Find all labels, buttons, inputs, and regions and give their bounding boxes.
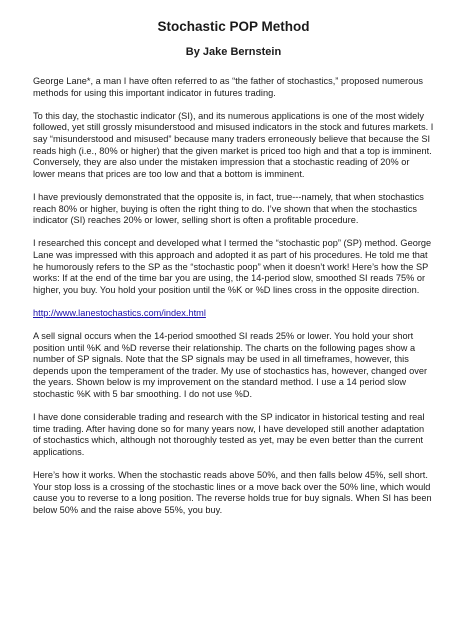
link-paragraph	[33, 308, 434, 320]
lane-stochastics-link[interactable]: http://www.lanestochastics.com/index.html	[33, 307, 206, 318]
article-body	[33, 76, 434, 517]
paragraph-sell-signal: A sell signal occurs when the 14-period smoothed SI reads 25% or lower. You hold your short position until %K and %D reverse their relationship. The charts on the following pages show a number of SP signals. Note that the SP signals may be used in all timeframes, however, this depends upon the temperament of the trader. My use of stochastics has, however, changed over the years. Shown below is my improvement on the standard method. I use a 14 period slow stochastic %K with 5 bar smoothing. I do not use %D.	[33, 331, 428, 400]
paragraph-stochastic-pop: I researched this concept and developed what I termed the “stochastic pop” (SP) method. George Lane was impressed with this approach and adopted it as part of his procedures. He told me that he humorously refers to the SP as the “stochastic poop” when it doesn’t work! Here’s how the SP works: If at the end of the time bar you are using, the 14-period slow, smoothed SI reads 75% or higher, you buy. You hold your position until the %K or %D lines cross in the opposite direction.	[33, 238, 432, 295]
document-title: Stochastic POP Method	[157, 19, 310, 34]
paragraph-opposite-true: I have previously demonstrated that the opposite is, in fact, true---namely, that when stochastics reach 80% or higher, buying is often the right thing to do. I’ve shown that when the stochastics indicator (SI) reaches 20% or lower, selling short is often a profitable procedure.	[33, 191, 424, 226]
paragraph-intro: George Lane*, a man I have often referred to as “the father of stochastics,” proposed numerous methods for using this important indicator in futures trading.	[33, 76, 424, 98]
paragraph-misunderstood: To this day, the stochastic indicator (SI), and its numerous applications is one of the most widely followed, yet still grossly misunderstood and misused indicators in the stock and futures markets. I say “misunderstood and misused” because many traders erroneously believe that because the SI reads high (i.e., 80% or higher) that the given market is priced too high and that a top is imminent. Conversely, they are also under the mistaken impression that a stochastic reading of 20% or lower means that prices are too low and that a bottom is imminent.	[33, 110, 434, 179]
paragraph-how-it-works: Here’s how it works. When the stochastic reads above 50%, and then falls below 45%, sell short. Your stop loss is a crossing of the stochastic lines or a move back over the 50% line, which would cause you to reverse to a long position. The reverse holds true for buy signals. When SI has been below 50% and the raise above 55%, you buy.	[33, 470, 432, 515]
paragraph-research: I have done considerable trading and research with the SP indicator in historical testing and real time trading. After having done so for many years now, I have developed still another adaptation of stochastics which, although not thoroughly tested as yet, may be even better than the current applications.	[33, 412, 425, 457]
author-byline: By Jake Bernstein	[185, 46, 282, 58]
